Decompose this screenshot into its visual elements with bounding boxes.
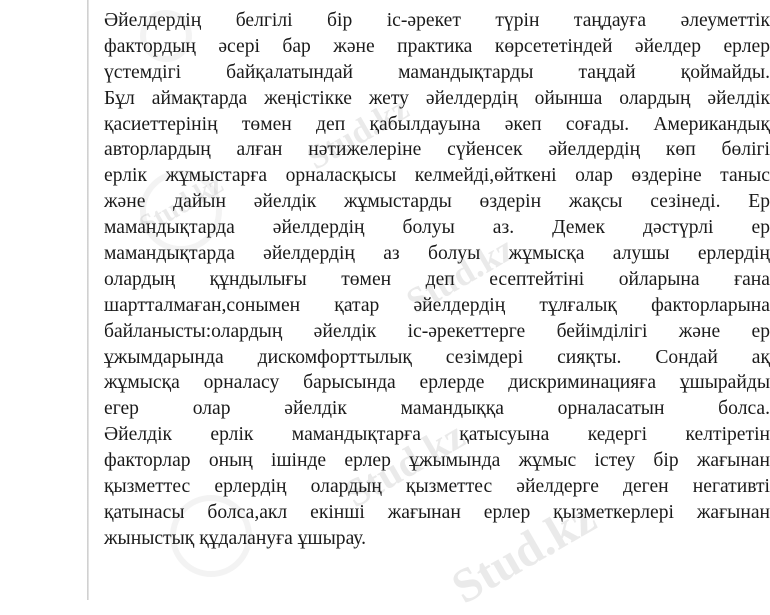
paragraph-line: қасиеттерінің төмен деп қабылдауына әкеп соғады. Американдық — [104, 113, 770, 135]
paragraph-line: байланысты:олардың әйелдік іс-әрекеттерге бейімділігі және ер — [104, 320, 770, 342]
watermark: Stud.kz — [301, 89, 416, 178]
paragraph-line: мамандықтарда әйелдердің аз болуы жұмысқа алушы ерлердің — [104, 243, 770, 265]
watermark: Stud.kz — [337, 412, 473, 517]
paragraph-line: жұмысқа орналасу барысында ерлерде дискриминацияға ұшырайды — [104, 372, 770, 394]
watermark: Stud.kz — [399, 227, 521, 322]
paragraph-line: Әйелдердің белгілі бір іс-әрекет түрін таңдауға әлеуметтік — [104, 10, 770, 31]
watermark: Stud.kz — [443, 490, 605, 615]
watermark: Stud.kz — [134, 168, 229, 242]
left-margin — [0, 0, 87, 600]
paragraph-line: үстемдігі байқалатындай мамандықтарды таңдай қоймайды. — [104, 61, 770, 83]
margin-divider — [87, 0, 89, 600]
paragraph-line: факторлар оның ішінде ерлер ұжымында жұмыс істеу бір жағынан — [104, 450, 770, 472]
paragraph-line: ұжымдарында дискомфорттылық сезімдері сияқты. Сондай ақ — [104, 346, 770, 368]
paragraph-line: егер олар әйелдік мамандыққа орналасатын болса. — [104, 398, 770, 420]
paragraph-line: фактордың әсері бар және практика көрсететіндей әйелдер ерлер — [104, 35, 770, 57]
paragraph-line: олардың құндылығы төмен деп есептейтіні ойларына ғана — [104, 268, 770, 290]
paragraph-line: мамандықтарда әйелдердің болуы аз. Демек дәстүрлі ер — [104, 217, 770, 239]
paragraph-line: авторлардың алған нәтижелеріне сүйенсек әйелдердің көп бөлігі — [104, 139, 770, 161]
paragraph-line: шартталмаған,сонымен қатар әйелдердің тұлғалық факторларына — [104, 294, 770, 316]
paragraph-line: жыныстық құдалануға ұшырау. — [104, 527, 367, 549]
paragraph-line: Әйелдік ерлік мамандықтарға қатысуына кедергі келтіретін — [104, 424, 770, 446]
paragraph-line: қатынасы болса,акл екінші жағынан ерлер қызметкерлері жағынан — [104, 501, 770, 523]
paragraph-line: қызметтес ерлердің олардың қызметтес әйелдерге деген негативті — [104, 476, 770, 498]
paragraph-line: және дайын әйелдік жұмыстарды өздерін жақсы сезінеді. Ер — [104, 191, 770, 213]
body-paragraph — [104, 8, 770, 552]
paragraph-line: Бұл аймақтарда жеңістікке жету әйелдердің ойынша олардың әйелдік — [104, 87, 770, 109]
paragraph-line: ерлік жұмыстарға орналасқысы келмейді,өйткені олар өздеріне таныс — [104, 165, 770, 187]
